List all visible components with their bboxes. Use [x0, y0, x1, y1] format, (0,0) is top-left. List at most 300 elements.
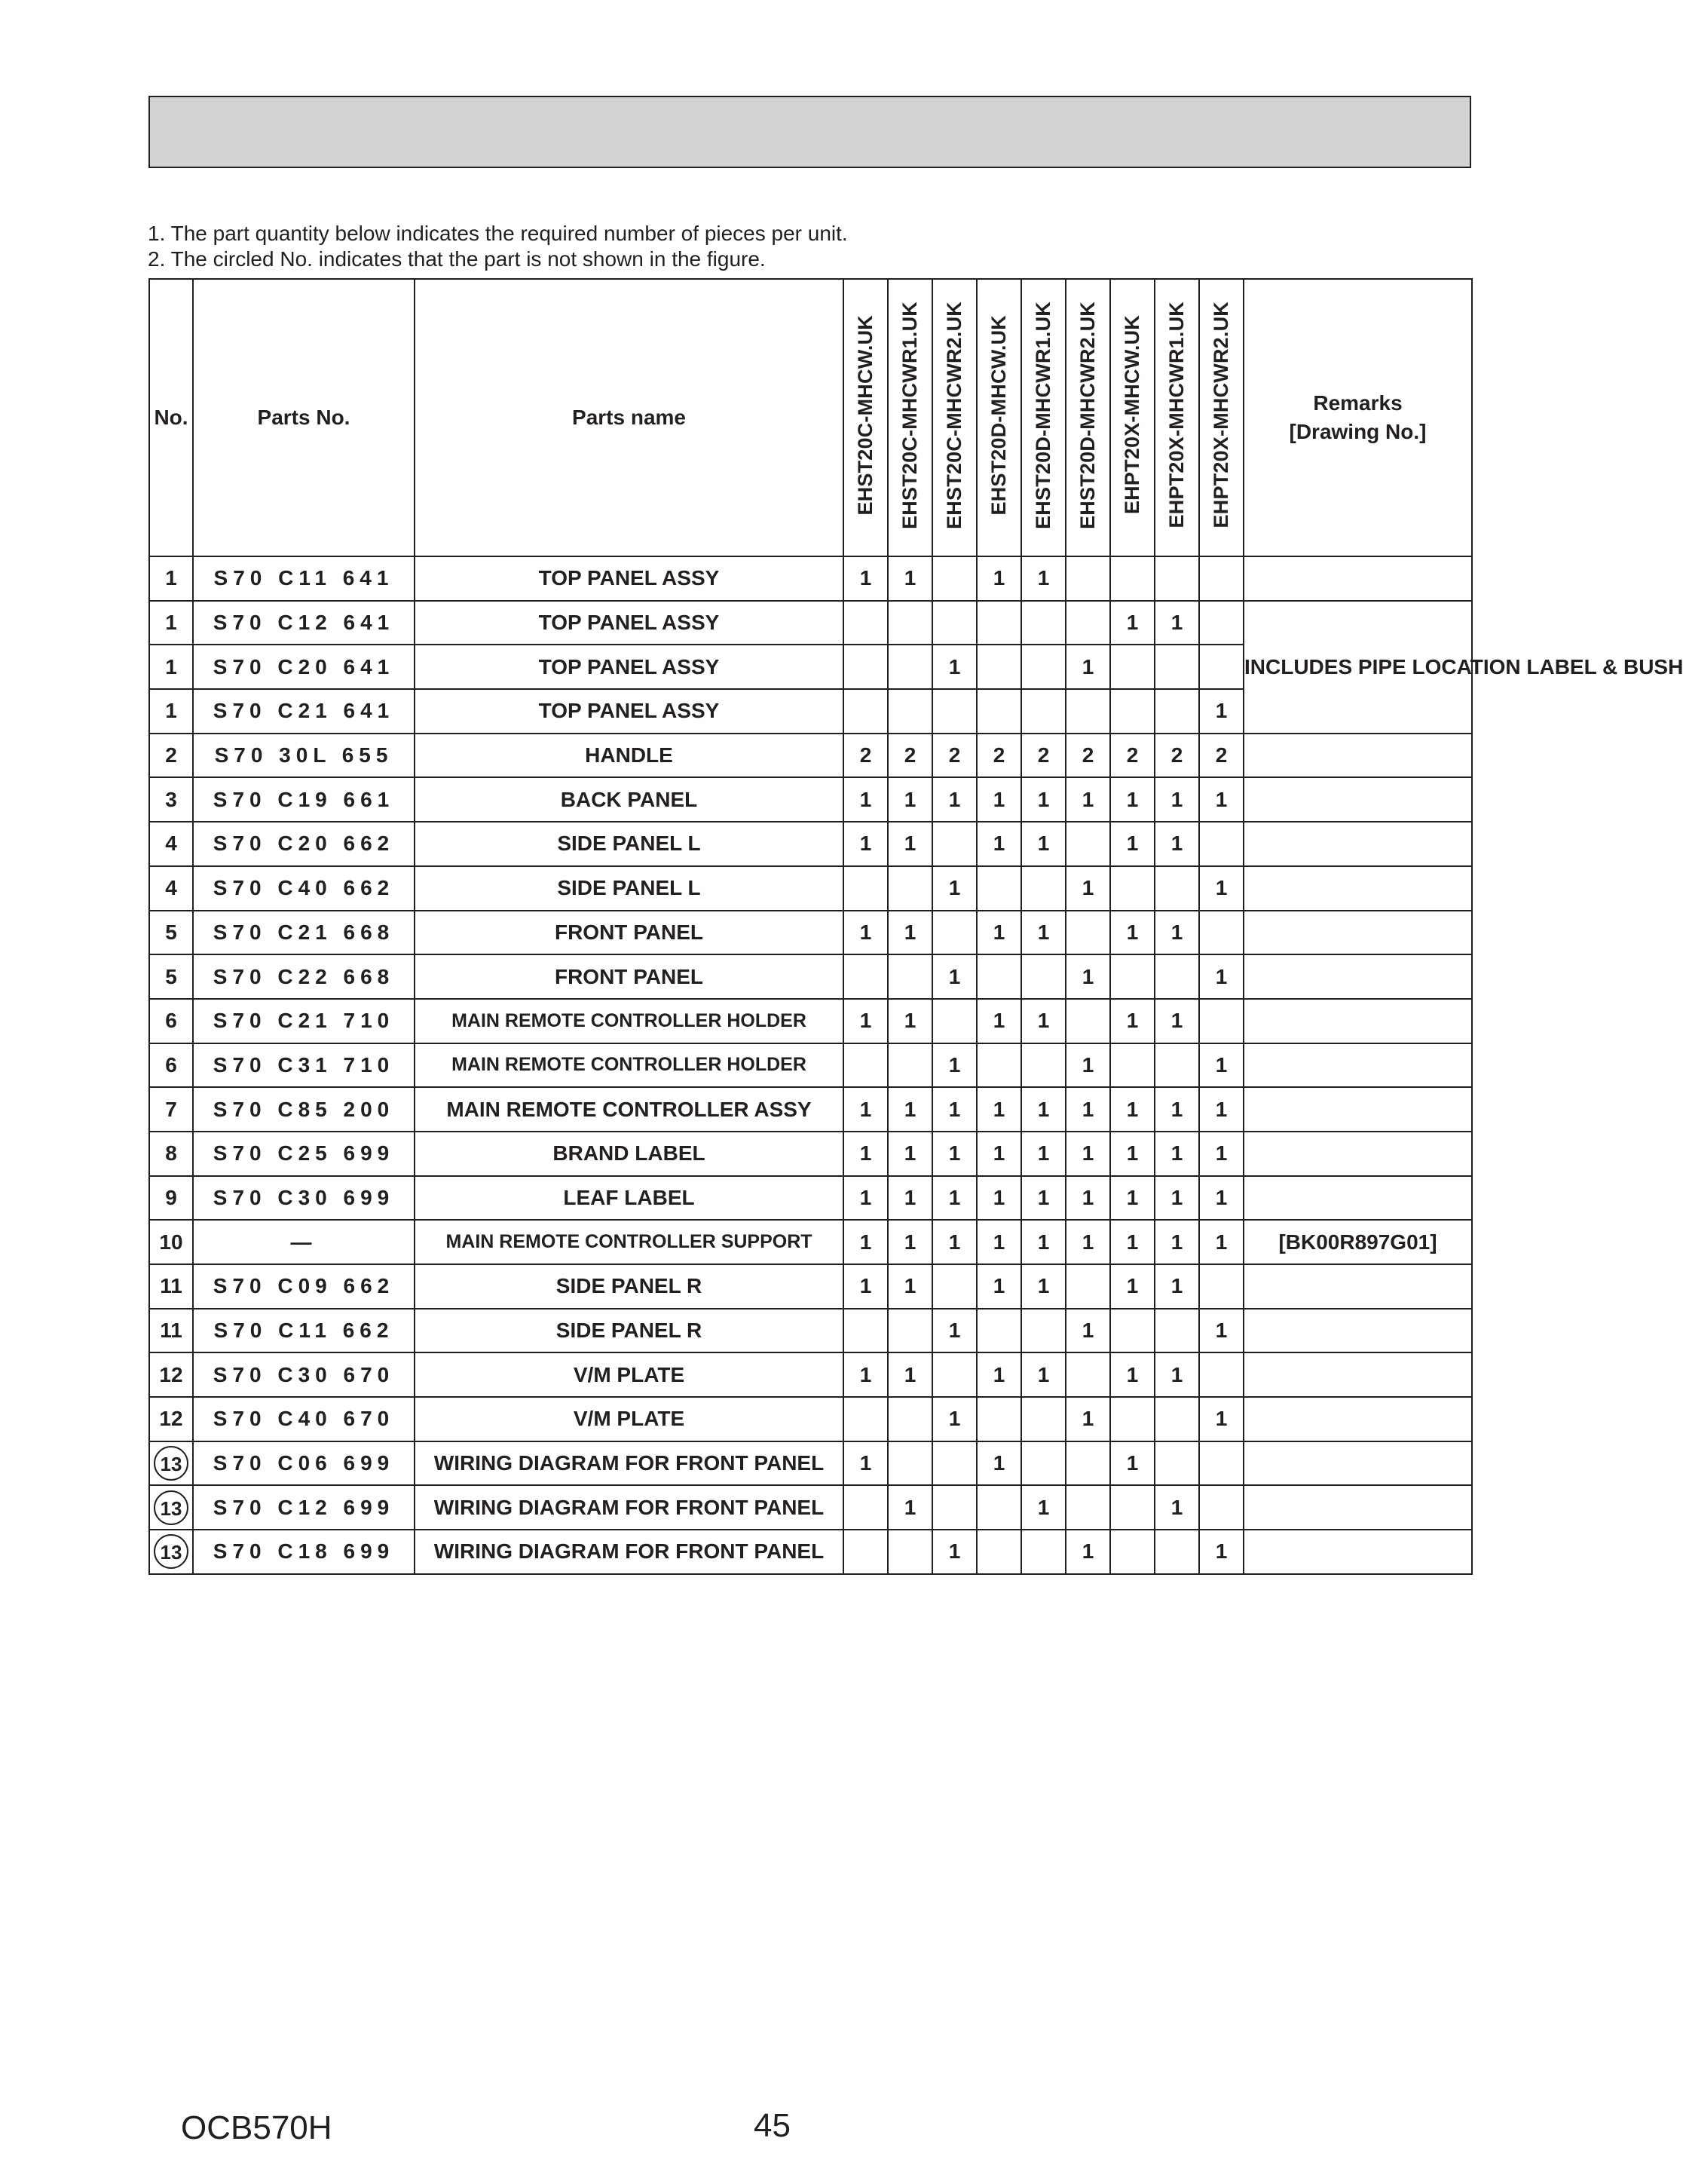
- row-quantity: 1: [888, 1264, 932, 1309]
- row-quantity: [843, 1485, 888, 1530]
- row-quantity: 1: [1066, 1087, 1110, 1132]
- row-quantity: 1: [843, 556, 888, 601]
- row-remark: [1244, 734, 1472, 778]
- row-parts-no: S70 C21 641: [193, 689, 415, 734]
- row-quantity: [977, 689, 1021, 734]
- row-quantity: 1: [1066, 1530, 1110, 1574]
- circled-number: 13: [154, 1446, 188, 1481]
- row-quantity: [843, 954, 888, 999]
- table-row: [149, 1087, 1472, 1132]
- row-quantity: 1: [1021, 1220, 1066, 1264]
- row-quantity: [1110, 1530, 1155, 1574]
- row-quantity: 1: [888, 1485, 932, 1530]
- row-parts-no: S70 C25 699: [193, 1132, 415, 1176]
- row-quantity: 1: [977, 1220, 1021, 1264]
- row-quantity: [1155, 1441, 1199, 1486]
- row-quantity: [977, 1043, 1021, 1088]
- row-quantity: 1: [1021, 1087, 1066, 1132]
- row-quantity: [1199, 556, 1244, 601]
- row-quantity: 1: [1199, 1043, 1244, 1088]
- row-parts-no: S70 C21 668: [193, 911, 415, 955]
- row-quantity: [932, 689, 977, 734]
- row-quantity: 1: [1021, 1485, 1066, 1530]
- row-remark: [1244, 1043, 1472, 1088]
- row-quantity: [1021, 1441, 1066, 1486]
- row-quantity: [1199, 1264, 1244, 1309]
- table-row: [149, 1309, 1472, 1353]
- row-quantity: 1: [1199, 1176, 1244, 1221]
- row-remark: [1244, 1485, 1472, 1530]
- row-quantity: 1: [843, 1087, 888, 1132]
- row-quantity: [1110, 1043, 1155, 1088]
- row-quantity: [888, 1530, 932, 1574]
- row-quantity: [888, 1441, 932, 1486]
- row-parts-name: SIDE PANEL L: [415, 822, 843, 866]
- row-quantity: 1: [977, 777, 1021, 822]
- row-remark: [1244, 1264, 1472, 1309]
- row-quantity: 1: [888, 822, 932, 866]
- row-quantity: [932, 1485, 977, 1530]
- row-parts-no: S70 C40 662: [193, 866, 415, 911]
- row-quantity: 1: [843, 1176, 888, 1221]
- row-quantity: 1: [1110, 1220, 1155, 1264]
- row-quantity: 1: [1155, 1087, 1199, 1132]
- parts-table: [148, 278, 1683, 1575]
- row-quantity: 1: [1155, 822, 1199, 866]
- row-quantity: [843, 866, 888, 911]
- row-remark: [1244, 1132, 1472, 1176]
- table-row: [149, 954, 1472, 999]
- row-remark: [1244, 954, 1472, 999]
- row-no: 1: [149, 601, 193, 645]
- row-quantity: 2: [1066, 734, 1110, 778]
- row-quantity: 1: [1110, 1087, 1155, 1132]
- row-quantity: 1: [1199, 777, 1244, 822]
- row-quantity: [932, 1441, 977, 1486]
- row-quantity: 1: [843, 1220, 888, 1264]
- table-row: [149, 1132, 1472, 1176]
- row-quantity: [1021, 1043, 1066, 1088]
- row-parts-name: MAIN REMOTE CONTROLLER SUPPORT: [415, 1220, 843, 1264]
- row-quantity: 1: [977, 1176, 1021, 1221]
- row-quantity: [1021, 866, 1066, 911]
- row-quantity: [1066, 601, 1110, 645]
- row-quantity: 1: [932, 1309, 977, 1353]
- row-remark: [1244, 1530, 1472, 1574]
- table-row: [149, 777, 1472, 822]
- row-quantity: 1: [977, 1441, 1021, 1486]
- header-model: EHST20D-MHCW.UK: [977, 279, 1021, 556]
- row-no: [149, 1530, 193, 1574]
- row-parts-name: SIDE PANEL R: [415, 1264, 843, 1309]
- table-row: [149, 866, 1472, 911]
- header-model: EHPT20X-MHCWR2.UK: [1199, 279, 1244, 556]
- row-remark: [1244, 1309, 1472, 1353]
- row-quantity: [1110, 1397, 1155, 1441]
- row-quantity: 1: [932, 866, 977, 911]
- table-row: [149, 822, 1472, 866]
- row-quantity: 1: [1110, 777, 1155, 822]
- row-no: [149, 1441, 193, 1486]
- row-quantity: 1: [888, 1132, 932, 1176]
- row-quantity: [1155, 1530, 1199, 1574]
- notes: [148, 221, 848, 272]
- row-quantity: [932, 999, 977, 1043]
- row-quantity: 1: [888, 1176, 932, 1221]
- row-quantity: 1: [932, 1087, 977, 1132]
- row-quantity: 1: [843, 1441, 888, 1486]
- row-quantity: 1: [1021, 911, 1066, 955]
- row-quantity: 1: [1199, 689, 1244, 734]
- row-parts-no: S70 C11 641: [193, 556, 415, 601]
- row-parts-no: S70 C09 662: [193, 1264, 415, 1309]
- row-quantity: [1110, 645, 1155, 689]
- circled-number: 13: [154, 1534, 188, 1569]
- row-quantity: [932, 1264, 977, 1309]
- row-no: 12: [149, 1352, 193, 1397]
- row-quantity: [1199, 1441, 1244, 1486]
- row-quantity: 1: [1110, 822, 1155, 866]
- row-parts-name: FRONT PANEL: [415, 911, 843, 955]
- row-quantity: 1: [1066, 1176, 1110, 1221]
- row-quantity: 1: [1021, 999, 1066, 1043]
- row-no: 12: [149, 1397, 193, 1441]
- row-quantity: 1: [1199, 1530, 1244, 1574]
- row-remark: [1244, 1176, 1472, 1221]
- table-header-row: [149, 279, 1472, 556]
- table-row: [149, 734, 1472, 778]
- row-parts-no: S70 C40 670: [193, 1397, 415, 1441]
- row-quantity: [888, 1309, 932, 1353]
- row-parts-name: WIRING DIAGRAM FOR FRONT PANEL: [415, 1530, 843, 1574]
- row-parts-no: S70 C11 662: [193, 1309, 415, 1353]
- row-parts-name: V/M PLATE: [415, 1397, 843, 1441]
- row-quantity: 1: [1155, 1176, 1199, 1221]
- row-no: 10: [149, 1220, 193, 1264]
- row-no: [149, 1485, 193, 1530]
- row-quantity: 1: [977, 822, 1021, 866]
- row-no: 5: [149, 954, 193, 999]
- row-remark: [1244, 822, 1472, 866]
- row-parts-name: TOP PANEL ASSY: [415, 556, 843, 601]
- row-parts-no: S70 C31 710: [193, 1043, 415, 1088]
- row-quantity: [1110, 689, 1155, 734]
- row-quantity: 2: [843, 734, 888, 778]
- row-quantity: [1110, 1309, 1155, 1353]
- row-remark: [1244, 866, 1472, 911]
- row-quantity: 1: [843, 777, 888, 822]
- row-quantity: 1: [932, 1132, 977, 1176]
- table-row: [149, 1397, 1472, 1441]
- row-quantity: 1: [1021, 822, 1066, 866]
- row-no: 1: [149, 645, 193, 689]
- header-model: EHPT20X-MHCWR1.UK: [1155, 279, 1199, 556]
- table-row: [149, 1485, 1472, 1530]
- row-quantity: 1: [1155, 601, 1199, 645]
- row-quantity: [1110, 1485, 1155, 1530]
- row-quantity: [1021, 1530, 1066, 1574]
- header-model: EHST20D-MHCWR1.UK: [1021, 279, 1066, 556]
- row-quantity: [1066, 1264, 1110, 1309]
- row-quantity: [1021, 1309, 1066, 1353]
- row-no: 3: [149, 777, 193, 822]
- header-remarks: Remarks [Drawing No.]: [1244, 279, 1472, 556]
- row-quantity: 1: [932, 1397, 977, 1441]
- footer-model-code: OCB570H: [181, 2109, 332, 2146]
- row-quantity: 1: [977, 911, 1021, 955]
- row-quantity: [1110, 954, 1155, 999]
- row-quantity: 1: [888, 1352, 932, 1397]
- row-quantity: [888, 601, 932, 645]
- row-quantity: [843, 601, 888, 645]
- row-parts-name: MAIN REMOTE CONTROLLER HOLDER: [415, 1043, 843, 1088]
- row-quantity: 2: [977, 734, 1021, 778]
- row-parts-name: BRAND LABEL: [415, 1132, 843, 1176]
- row-quantity: 1: [1199, 1087, 1244, 1132]
- row-quantity: 1: [1155, 1352, 1199, 1397]
- row-quantity: [1199, 911, 1244, 955]
- table-row: [149, 1441, 1472, 1486]
- table-row: [149, 1043, 1472, 1088]
- row-quantity: [888, 866, 932, 911]
- row-quantity: [888, 689, 932, 734]
- parts-body: [149, 556, 1683, 1574]
- row-quantity: [843, 1530, 888, 1574]
- row-parts-name: BACK PANEL: [415, 777, 843, 822]
- row-quantity: [1199, 645, 1244, 689]
- row-no: 8: [149, 1132, 193, 1176]
- row-quantity: [977, 866, 1021, 911]
- row-quantity: 1: [1021, 1352, 1066, 1397]
- row-quantity: 1: [1199, 866, 1244, 911]
- row-quantity: 1: [1066, 1132, 1110, 1176]
- row-quantity: 1: [888, 777, 932, 822]
- row-no: 5: [149, 911, 193, 955]
- row-quantity: 1: [1021, 1176, 1066, 1221]
- row-quantity: [1155, 866, 1199, 911]
- row-quantity: [977, 1397, 1021, 1441]
- row-parts-name: TOP PANEL ASSY: [415, 601, 843, 645]
- row-quantity: [1066, 822, 1110, 866]
- row-quantity: 1: [1155, 1264, 1199, 1309]
- row-no: 6: [149, 1043, 193, 1088]
- row-remark: [1244, 1352, 1472, 1397]
- row-quantity: 1: [1021, 1264, 1066, 1309]
- row-quantity: 1: [1155, 1132, 1199, 1176]
- row-remark-merged: INCLUDES PIPE LOCATION LABEL & BUSH: [1244, 601, 1472, 734]
- row-parts-name: MAIN REMOTE CONTROLLER HOLDER: [415, 999, 843, 1043]
- row-quantity: 1: [843, 911, 888, 955]
- row-no: 9: [149, 1176, 193, 1221]
- row-quantity: [1021, 645, 1066, 689]
- row-quantity: 1: [1066, 1043, 1110, 1088]
- row-quantity: 1: [1066, 1397, 1110, 1441]
- header-model: EHST20C-MHCWR2.UK: [932, 279, 977, 556]
- row-quantity: 1: [1155, 1220, 1199, 1264]
- row-parts-name: MAIN REMOTE CONTROLLER ASSY: [415, 1087, 843, 1132]
- row-quantity: [977, 954, 1021, 999]
- row-quantity: [1021, 954, 1066, 999]
- row-quantity: [932, 556, 977, 601]
- row-parts-name: WIRING DIAGRAM FOR FRONT PANEL: [415, 1485, 843, 1530]
- row-no: 2: [149, 734, 193, 778]
- row-no: 6: [149, 999, 193, 1043]
- table-row: [149, 1264, 1472, 1309]
- row-quantity: [977, 1309, 1021, 1353]
- table-row: [149, 999, 1472, 1043]
- circled-number: 13: [154, 1490, 188, 1525]
- header-model: EHST20C-MHCW.UK: [843, 279, 888, 556]
- row-quantity: 1: [843, 1352, 888, 1397]
- row-parts-name: TOP PANEL ASSY: [415, 689, 843, 734]
- row-quantity: [1066, 1441, 1110, 1486]
- table-row: [149, 601, 1472, 645]
- row-remark: [1244, 556, 1472, 601]
- row-parts-name: LEAF LABEL: [415, 1176, 843, 1221]
- row-quantity: 1: [977, 556, 1021, 601]
- row-quantity: 1: [843, 822, 888, 866]
- row-remark: [BK00R897G01]: [1244, 1220, 1472, 1264]
- row-quantity: 1: [1110, 601, 1155, 645]
- row-quantity: [888, 645, 932, 689]
- row-quantity: 2: [1021, 734, 1066, 778]
- row-quantity: 1: [1066, 1220, 1110, 1264]
- row-quantity: [1155, 1043, 1199, 1088]
- row-parts-no: S70 C12 699: [193, 1485, 415, 1530]
- row-quantity: 1: [977, 1264, 1021, 1309]
- row-quantity: [1155, 1397, 1199, 1441]
- row-parts-no: S70 C19 661: [193, 777, 415, 822]
- note-1: 1. The part quantity below indicates the required number of pieces per unit.: [148, 222, 848, 245]
- row-quantity: 1: [932, 777, 977, 822]
- row-quantity: 1: [843, 999, 888, 1043]
- row-quantity: [1155, 954, 1199, 999]
- row-quantity: 1: [1021, 1132, 1066, 1176]
- header-parts-no: Parts No.: [193, 279, 415, 556]
- row-quantity: [1155, 689, 1199, 734]
- row-quantity: [1155, 1309, 1199, 1353]
- row-quantity: 1: [932, 954, 977, 999]
- row-parts-no: S70 C85 200: [193, 1087, 415, 1132]
- row-parts-name: TOP PANEL ASSY: [415, 645, 843, 689]
- row-quantity: 1: [932, 1176, 977, 1221]
- row-quantity: 1: [977, 1087, 1021, 1132]
- table-row: [149, 556, 1472, 601]
- row-parts-name: FRONT PANEL: [415, 954, 843, 999]
- row-parts-no: —: [193, 1220, 415, 1264]
- row-quantity: [1066, 689, 1110, 734]
- row-quantity: 1: [932, 1530, 977, 1574]
- row-quantity: 1: [1110, 1352, 1155, 1397]
- table-row: [149, 911, 1472, 955]
- row-quantity: [843, 1397, 888, 1441]
- row-quantity: [1066, 1352, 1110, 1397]
- row-quantity: 1: [1110, 911, 1155, 955]
- row-remark: [1244, 1441, 1472, 1486]
- row-quantity: 1: [1066, 954, 1110, 999]
- row-quantity: [1066, 911, 1110, 955]
- row-quantity: 1: [1021, 556, 1066, 601]
- row-parts-name: SIDE PANEL L: [415, 866, 843, 911]
- row-parts-no: S70 C21 710: [193, 999, 415, 1043]
- table-row: [149, 1352, 1472, 1397]
- row-parts-no: S70 30L 655: [193, 734, 415, 778]
- row-quantity: [1066, 1485, 1110, 1530]
- row-quantity: 1: [1199, 1132, 1244, 1176]
- row-quantity: [843, 1309, 888, 1353]
- row-no: 11: [149, 1309, 193, 1353]
- row-parts-no: S70 C18 699: [193, 1530, 415, 1574]
- row-quantity: [932, 601, 977, 645]
- row-quantity: 1: [1110, 1264, 1155, 1309]
- row-quantity: [1110, 556, 1155, 601]
- page-number: 45: [754, 2107, 791, 2144]
- row-quantity: [1021, 689, 1066, 734]
- row-quantity: 1: [1066, 777, 1110, 822]
- header-model: EHST20C-MHCWR1.UK: [888, 279, 932, 556]
- row-quantity: 1: [1155, 911, 1199, 955]
- row-quantity: 1: [843, 1132, 888, 1176]
- row-quantity: [1066, 556, 1110, 601]
- row-quantity: [888, 954, 932, 999]
- row-quantity: [932, 911, 977, 955]
- row-quantity: [843, 645, 888, 689]
- row-parts-name: WIRING DIAGRAM FOR FRONT PANEL: [415, 1441, 843, 1486]
- row-quantity: [1155, 645, 1199, 689]
- row-parts-no: S70 C06 699: [193, 1441, 415, 1486]
- row-quantity: 1: [888, 911, 932, 955]
- row-quantity: 1: [1066, 645, 1110, 689]
- row-quantity: [977, 601, 1021, 645]
- row-parts-name: SIDE PANEL R: [415, 1309, 843, 1353]
- row-quantity: [1021, 601, 1066, 645]
- row-quantity: [932, 822, 977, 866]
- row-quantity: [977, 1530, 1021, 1574]
- header-bar: [148, 96, 1471, 168]
- row-quantity: 2: [1155, 734, 1199, 778]
- row-quantity: 1: [843, 1264, 888, 1309]
- table-row: [149, 1530, 1472, 1574]
- row-quantity: 1: [1199, 1220, 1244, 1264]
- row-quantity: [1155, 556, 1199, 601]
- row-quantity: 1: [1066, 866, 1110, 911]
- row-quantity: [977, 1485, 1021, 1530]
- row-quantity: 1: [1199, 954, 1244, 999]
- row-quantity: 1: [1021, 777, 1066, 822]
- row-parts-no: S70 C30 670: [193, 1352, 415, 1397]
- row-parts-no: S70 C20 641: [193, 645, 415, 689]
- row-quantity: 1: [1110, 1132, 1155, 1176]
- header-model: EHST20D-MHCWR2.UK: [1066, 279, 1110, 556]
- row-quantity: [843, 1043, 888, 1088]
- row-quantity: [1110, 866, 1155, 911]
- row-quantity: 1: [888, 999, 932, 1043]
- row-quantity: [1199, 822, 1244, 866]
- row-quantity: 1: [1199, 1309, 1244, 1353]
- row-quantity: 1: [932, 645, 977, 689]
- header-model: EHPT20X-MHCW.UK: [1110, 279, 1155, 556]
- row-parts-name: HANDLE: [415, 734, 843, 778]
- header-parts-name: Parts name: [415, 279, 843, 556]
- row-no: 1: [149, 556, 193, 601]
- row-quantity: [888, 1397, 932, 1441]
- row-quantity: 2: [888, 734, 932, 778]
- row-quantity: 1: [888, 1220, 932, 1264]
- row-no: 4: [149, 866, 193, 911]
- row-remark: [1244, 1087, 1472, 1132]
- row-quantity: [843, 689, 888, 734]
- row-quantity: [888, 1043, 932, 1088]
